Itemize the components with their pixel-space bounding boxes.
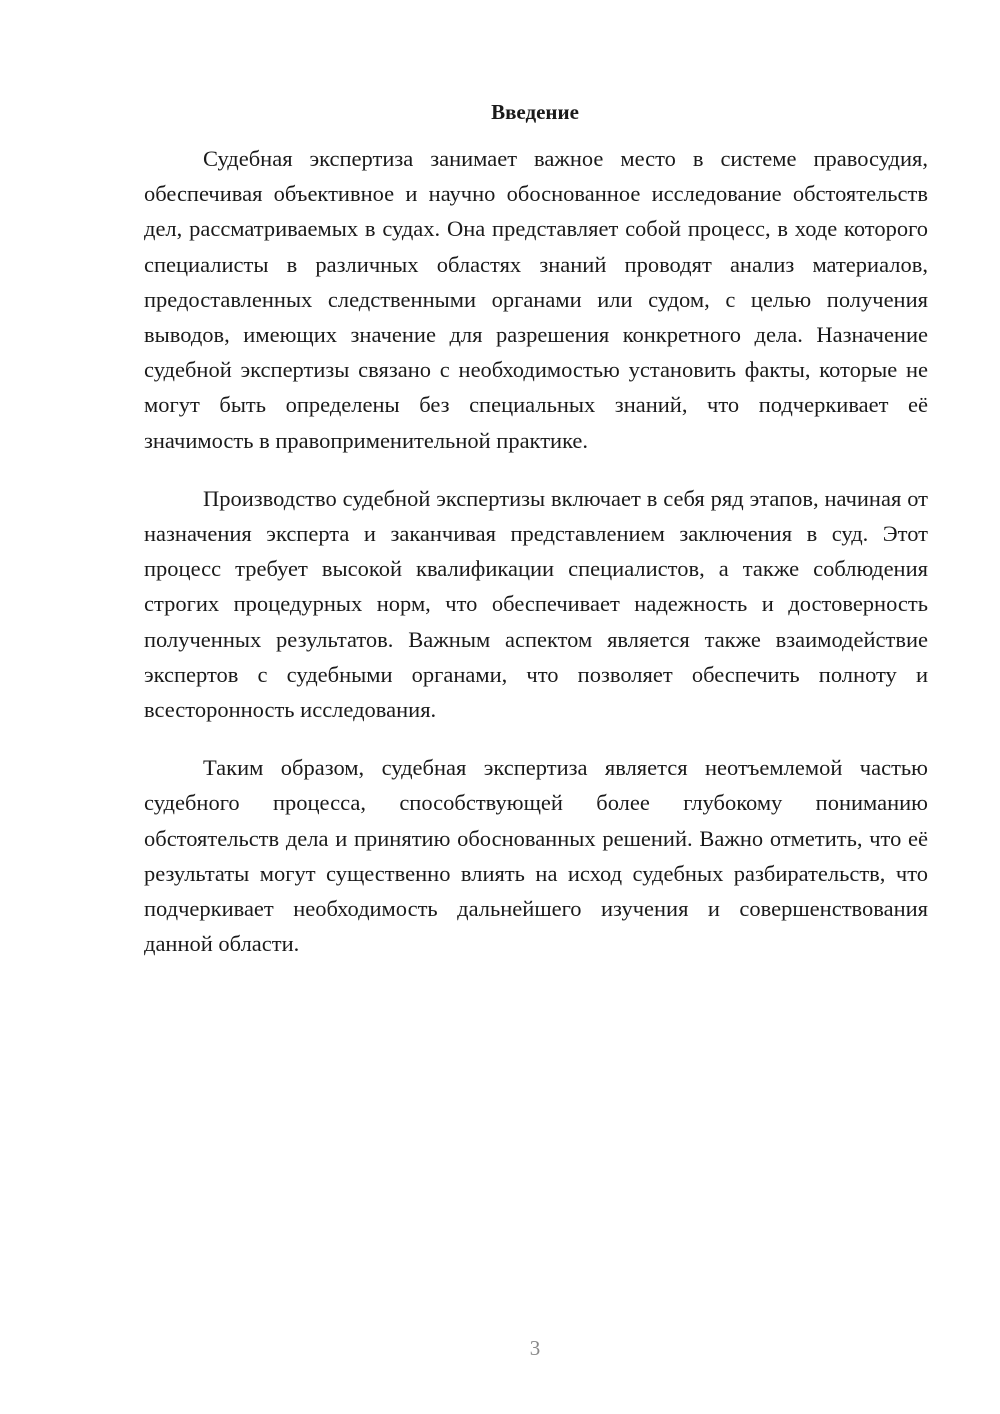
paragraph-1: Судебная экспертиза занимает важное место в системе правосудия, обеспечивая объективное и научно обоснованное исследование обстоятельств дел, рассматриваемых в судах. Она представляет собой процесс, в ходе которого специалисты в различных областях знаний проводят анализ материалов, предоставленных следственными органами или судом, с целью получения выводов, имеющих значение для разрешения конкретного дела. Назначение судебной экспертизы связано с необходимостью установить факты, которые не могут быть определены без специальных знаний, что подчеркивает её значимость в правоприменительной практике. (144, 146, 928, 453)
paragraph-3: Таким образом, судебная экспертиза является неотъемлемой частью судебного процесса, способствующей более глубокому пониманию обстоятельств дела и принятию обоснованных решений. Важно отметить, что её результаты могут существенно влиять на исход судебных разбирательств, что подчеркивает необходимость дальнейшего изучения и совершенствования данной области. (144, 755, 928, 957)
page-number: 3 (529, 1336, 541, 1360)
body-text (144, 141, 928, 984)
section-heading: Введение (491, 100, 579, 124)
paragraph-2: Производство судебной экспертизы включает в себя ряд этапов, начиная от назначения эксперта и заканчивая представлением заключения в суд. Этот процесс требует высокой квалификации специалистов, а также соблюдения строгих процедурных норм, что обеспечивает надежность и достоверность полученных результатов. Важным аспектом является также взаимодействие экспертов с судебными органами, что позволяет обеспечить полноту и всесторонность исследования. (144, 485, 928, 723)
